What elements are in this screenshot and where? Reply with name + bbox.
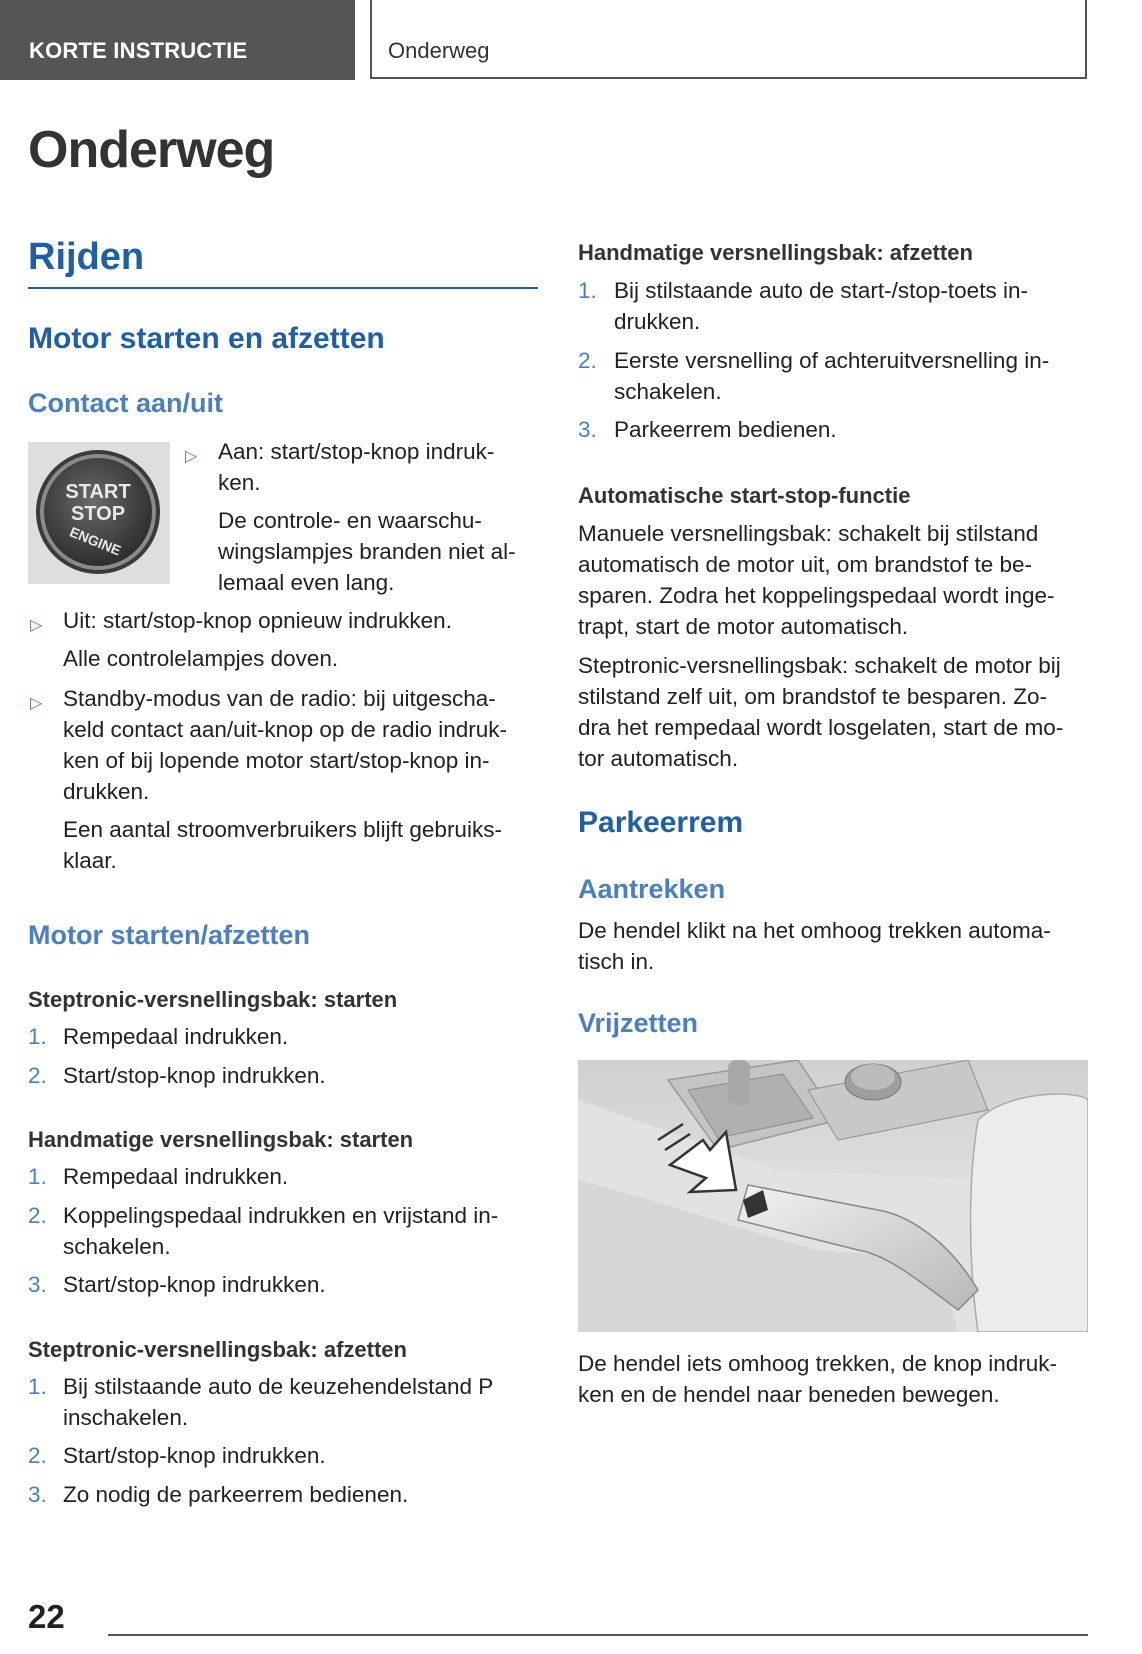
- steptronic-start-step2: Start/stop-knop indrukken.: [63, 1063, 326, 1088]
- list-number: 3.: [578, 417, 597, 442]
- steptronic-start-title: Steptronic-versnellingsbak: starten: [28, 987, 398, 1012]
- heading-rijden: Rijden: [28, 236, 145, 278]
- contact-item3-note-l1: Een aantal stroomverbruikers blijft gebruiks-: [63, 817, 502, 842]
- steptronic-start-step1: Rempedaal indrukken.: [63, 1024, 289, 1049]
- steptronic-stop-step1-l2: inschakelen.: [63, 1405, 189, 1430]
- manual-stop-title: Handmatige versnellingsbak: afzetten: [578, 240, 973, 265]
- auto-ss-p1-l1: Manuele versnellingsbak: schakelt bij stilstand: [578, 521, 1039, 546]
- list-number: 3.: [28, 1272, 47, 1297]
- heading-motor-starten-afzetten: Motor starten/afzetten: [28, 920, 311, 950]
- contact-item3-note-l2: klaar.: [63, 848, 117, 873]
- list-number: 3.: [28, 1482, 47, 1507]
- list-number: 1.: [28, 1024, 47, 1049]
- manual-start-step1: Rempedaal indrukken.: [63, 1164, 289, 1189]
- stop-label: STOP: [70, 503, 126, 525]
- contact-item3-l4: drukken.: [63, 779, 150, 804]
- auto-ss-p1-l3: sparen. Zodra het koppelingspedaal wordt inge-: [578, 583, 1055, 608]
- section-tab-label: KORTE INSTRUCTIE: [29, 38, 248, 63]
- list-number: 2.: [578, 348, 597, 373]
- contact-item1-note-l1: De controle- en waarschu-: [218, 508, 482, 533]
- engine-label: ENGINE: [67, 523, 124, 559]
- steptronic-stop-step2: Start/stop-knop indrukken.: [63, 1443, 326, 1468]
- aantrekken-l2: tisch in.: [578, 949, 655, 974]
- heading-vrijzetten: Vrijzetten: [578, 1008, 699, 1038]
- bullet-icon: ▷: [30, 695, 43, 712]
- auto-ss-p2-l2: stilstand zelf uit, om brandstof te besparen. Zo-: [578, 684, 1047, 709]
- contact-item1-note-l2: wingslampjes branden niet al-: [218, 539, 516, 564]
- footer-rule: [108, 1634, 1088, 1636]
- aantrekken-l1: De hendel klikt na het omhoog trekken automa-: [578, 918, 1051, 943]
- heading-contact: Contact aan/uit: [28, 388, 224, 418]
- contact-item1-l2: ken.: [218, 470, 261, 495]
- auto-ss-p2-l4: tor automatisch.: [578, 746, 739, 771]
- manual-stop-step1-l1: Bij stilstaande auto de start-/stop-toets in-: [614, 278, 1028, 303]
- page-number: 22: [28, 1598, 65, 1635]
- auto-ss-p1-l4: trapt, start de motor automatisch.: [578, 614, 909, 639]
- manual-stop-step2-l1: Eerste versnelling of achteruitversnelling in-: [614, 348, 1050, 373]
- steptronic-stop-title: Steptronic-versnellingsbak: afzetten: [28, 1337, 407, 1362]
- manual-start-step2-l1: Koppelingspedaal indrukken en vrijstand in-: [63, 1203, 499, 1228]
- chapter-tab-label: Onderweg: [388, 38, 490, 63]
- heading-rule: [28, 287, 538, 289]
- heading-parkeerrem: Parkeerrem: [578, 806, 744, 839]
- page-title: Onderweg: [28, 121, 275, 179]
- manual-stop-step2-l2: schakelen.: [614, 379, 722, 404]
- auto-ss-p2-l3: dra het rempedaal wordt losgelaten, start de mo-: [578, 715, 1064, 740]
- steptronic-stop-step3: Zo nodig de parkeerrem bedienen.: [63, 1482, 409, 1507]
- list-number: 1.: [28, 1164, 47, 1189]
- contact-item3-l1: Standby-modus van de radio: bij uitgescha-: [63, 686, 496, 711]
- contact-item2-note: Alle controlelampjes doven.: [63, 646, 339, 671]
- manual-start-step3: Start/stop-knop indrukken.: [63, 1272, 326, 1297]
- list-number: 2.: [28, 1063, 47, 1088]
- section-tab: [0, 0, 355, 80]
- list-number: 1.: [578, 278, 597, 303]
- heading-aantrekken: Aantrekken: [578, 874, 726, 904]
- auto-ss-p1-l2: automatisch de motor uit, om brandstof te be-: [578, 552, 1032, 577]
- bullet-icon: ▷: [185, 448, 198, 465]
- manual-start-step2-l2: schakelen.: [63, 1234, 171, 1259]
- manual-stop-step1-l2: drukken.: [614, 309, 701, 334]
- vrijzetten-l2: ken en de hendel naar beneden bewegen.: [578, 1382, 1000, 1407]
- contact-item1-note-l3: lemaal even lang.: [218, 570, 395, 595]
- parking-brake-illustration: [578, 1060, 1088, 1332]
- list-number: 2.: [28, 1203, 47, 1228]
- contact-item1-l1: Aan: start/stop-knop indruk-: [218, 439, 495, 464]
- start-stop-button-image: [28, 442, 170, 584]
- steptronic-stop-step1-l1: Bij stilstaande auto de keuzehendelstand P: [63, 1374, 494, 1399]
- manual-stop-step3: Parkeerrem bedienen.: [614, 417, 837, 442]
- list-number: 1.: [28, 1374, 47, 1399]
- manual-start-title: Handmatige versnellingsbak: starten: [28, 1127, 414, 1152]
- heading-motor-starten-en-afzetten: Motor starten en afzetten: [28, 322, 385, 355]
- contact-item3-l3: ken of bij lopende motor start/stop-knop in-: [63, 748, 490, 773]
- contact-item3-l2: keld contact aan/uit-knop op de radio indruk-: [63, 717, 508, 742]
- start-label: START: [65, 481, 131, 503]
- vrijzetten-l1: De hendel iets omhoog trekken, de knop indruk-: [578, 1351, 1058, 1376]
- auto-ss-p2-l1: Steptronic-versnellingsbak: schakelt de motor bij: [578, 653, 1061, 678]
- auto-start-stop-title: Automatische start-stop-functie: [578, 483, 911, 508]
- contact-item2: Uit: start/stop-knop opnieuw indrukken.: [63, 608, 452, 633]
- chapter-tab: [370, 0, 1087, 79]
- list-number: 2.: [28, 1443, 47, 1468]
- bullet-icon: ▷: [30, 617, 43, 634]
